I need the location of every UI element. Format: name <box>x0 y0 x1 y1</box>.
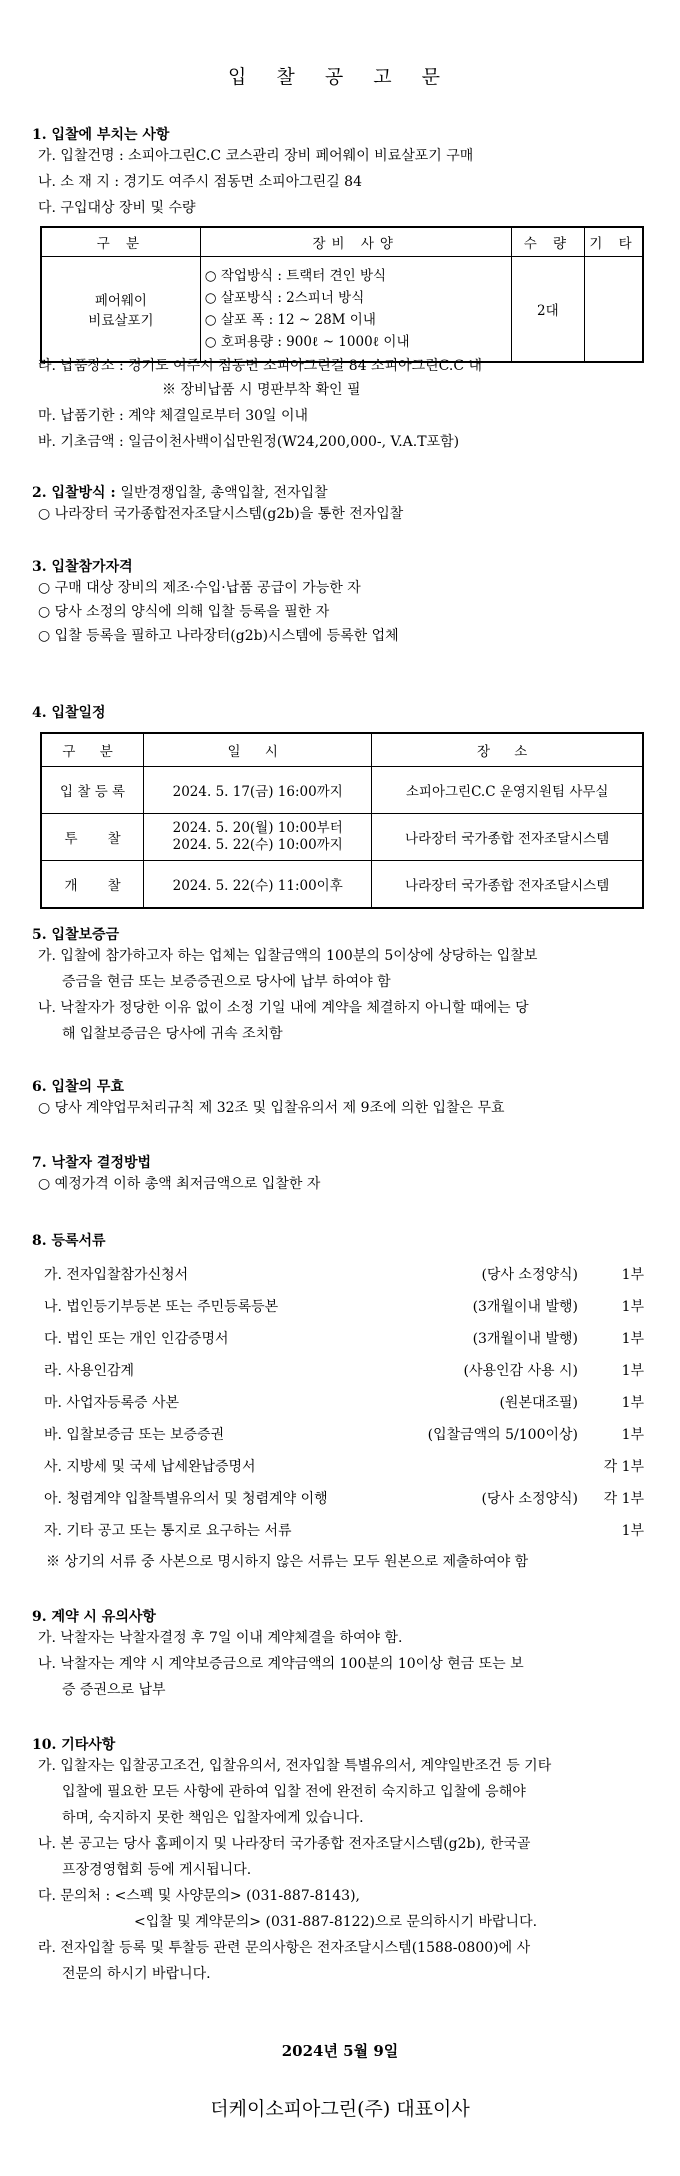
section-9-heading: 9. 계약 시 유의사항 <box>32 1609 156 1625</box>
doc-row: 아. 청렴계약 입찰특별유의서 및 청렴계약 이행 (당사 소정양식) 각 1부 <box>44 1491 644 1507</box>
schedule-table <box>40 732 644 909</box>
s10-item-a-cont: 하며, 숙지하지 못한 책임은 입찰자에게 있습니다. <box>62 1810 364 1826</box>
doc-row: 라. 사용인감계 (사용인감 사용 시) 1부 <box>44 1363 644 1379</box>
circle-bullet-icon: ○ <box>204 312 217 328</box>
schedule-kind: 입 찰 등 록 <box>41 767 144 814</box>
item-name-line2: 비료살포기 <box>88 313 154 329</box>
s5-item-b: 나. 낙찰자가 정당한 이유 없이 소정 기일 내에 계약을 체결하지 아니할 때에는 당 <box>38 1000 529 1016</box>
s7-item-a: ○ 예정가격 이하 총액 최저금액으로 입찰한 자 <box>38 1176 321 1192</box>
s10-item-d-cont: 전문의 하시기 바랍니다. <box>62 1966 211 1982</box>
th-spec: 장비 사양 <box>200 227 511 257</box>
doc-row: 자. 기타 공고 또는 통지로 요구하는 서류 1부 <box>44 1523 644 1539</box>
th-schedule-datetime: 일 시 <box>144 733 372 767</box>
s1-item-a: 가. 입찰건명 : 소피아그린C.C 코스관리 장비 페어웨이 비료살포기 구매 <box>38 148 474 164</box>
circle-bullet-icon: ○ <box>204 290 217 306</box>
schedule-time: 2024. 5. 20(월) 10:00부터 2024. 5. 22(수) 10:00까지 <box>144 814 372 861</box>
signer: 더케이소피아그린(주) 대표이사 <box>210 2098 470 2120</box>
doc-row: 다. 법인 또는 개인 인감증명서 (3개월이내 발행) 1부 <box>44 1331 644 1347</box>
th-category: 구 분 <box>41 227 200 257</box>
s10-item-b-cont: 프장경영협회 등에 게시됩니다. <box>62 1862 252 1878</box>
s10-item-c-cont: <입찰 및 계약문의> (031-887-8122)으로 문의하시기 바랍니다. <box>134 1914 538 1930</box>
schedule-time: 2024. 5. 17(금) 16:00까지 <box>144 767 372 814</box>
section-2-heading: 2. 입찰방식 : 일반경쟁입찰, 총액입찰, 전자입찰 <box>32 485 328 501</box>
s3-item: ○ 입찰 등록을 필하고 나라장터(g2b)시스템에 등록한 업체 <box>38 628 399 644</box>
spec-row: ○ 살포방식 : 2스피너 방식 <box>204 290 365 306</box>
item-name-line1: 페어웨이 <box>94 293 147 309</box>
spec-cell <box>200 257 511 363</box>
item-name-cell <box>41 257 200 363</box>
etc-cell <box>585 257 643 363</box>
schedule-place: 나라장터 국가종합 전자조달시스템 <box>372 861 643 909</box>
schedule-place: 나라장터 국가종합 전자조달시스템 <box>372 814 643 861</box>
th-schedule-category: 구 분 <box>41 733 144 767</box>
circle-bullet-icon: ○ <box>204 334 217 350</box>
doc-row: 가. 전자입찰참가신청서 (당사 소정양식) 1부 <box>44 1267 644 1283</box>
schedule-kind: 개 찰 <box>41 861 144 909</box>
s5-item-b-cont: 해 입찰보증금은 당사에 귀속 조치함 <box>62 1026 283 1042</box>
s9-item-b: 나. 낙찰자는 계약 시 계약보증금으로 계약금액의 100분의 10이상 현금 또는 보 <box>38 1656 524 1672</box>
th-qty: 수 량 <box>511 227 584 257</box>
spec-row: ○ 호퍼용량 : 900ℓ ~ 1000ℓ 이내 <box>204 334 410 350</box>
s1-item-c: 다. 구입대상 장비 및 수량 <box>38 200 196 216</box>
s1-item-e: 마. 납품기한 : 계약 체결일로부터 30일 이내 <box>38 408 309 424</box>
section-10-heading: 10. 기타사항 <box>32 1737 116 1753</box>
s1-item-f: 바. 기초금액 : 일금이천사백이십만원정(W24,200,000-, V.A.T포함) <box>38 434 460 450</box>
s3-item: ○ 구매 대상 장비의 제조·수입·납품 공급이 가능한 자 <box>38 580 361 596</box>
section-4-heading: 4. 입찰일정 <box>32 705 106 721</box>
s10-item-c: 다. 문의처 : <스펙 및 사양문의> (031-887-8143), <box>38 1888 360 1904</box>
s1-item-d-note: ※ 장비납품 시 명판부착 확인 필 <box>162 382 361 398</box>
spec-row: ○ 작업방식 : 트랙터 견인 방식 <box>204 268 387 284</box>
qty-cell: 2대 <box>511 257 584 363</box>
s10-item-b: 나. 본 공고는 당사 홈페이지 및 나라장터 국가종합 전자조달시스템(g2b), 한국골 <box>38 1836 531 1852</box>
s6-item-a: ○ 당사 계약업무처리규칙 제 32조 및 입찰유의서 제 9조에 의한 입찰은 무효 <box>38 1100 505 1116</box>
s2-item-a: ○ 나라장터 국가종합전자조달시스템(g2b)을 통한 전자입찰 <box>38 506 404 522</box>
equipment-table <box>40 226 644 363</box>
s5-item-a-cont: 증금을 현금 또는 보증증권으로 당사에 납부 하여야 함 <box>62 974 391 990</box>
doc-row: 나. 법인등기부등본 또는 주민등록등본 (3개월이내 발행) 1부 <box>44 1299 644 1315</box>
s9-item-a: 가. 낙찰자는 낙찰자결정 후 7일 이내 계약체결을 하여야 함. <box>38 1630 403 1646</box>
section-5-heading: 5. 입찰보증금 <box>32 927 120 943</box>
circle-bullet-icon: ○ <box>204 268 217 284</box>
section-3-heading: 3. 입찰참가자격 <box>32 559 133 575</box>
section-1-heading: 1. 입찰에 부치는 사항 <box>32 127 170 143</box>
th-schedule-place: 장 소 <box>372 733 643 767</box>
spec-row: ○ 살포 폭 : 12 ~ 28M 이내 <box>204 312 376 328</box>
schedule-kind: 투 찰 <box>41 814 144 861</box>
doc-row: 사. 지방세 및 국세 납세완납증명서 각 1부 <box>44 1459 644 1475</box>
s10-item-a-cont: 입찰에 필요한 모든 사항에 관하여 입찰 전에 완전히 숙지하고 입찰에 응해야 <box>62 1784 526 1800</box>
th-etc: 기 타 <box>585 227 643 257</box>
doc-row: 바. 입찰보증금 또는 보증증권 (입찰금액의 5/100이상) 1부 <box>44 1427 644 1443</box>
s5-item-a: 가. 입찰에 참가하고자 하는 업체는 입찰금액의 100분의 5이상에 상당하는 입찰보 <box>38 948 538 964</box>
schedule-row <box>41 814 643 861</box>
s10-item-a: 가. 입찰자는 입찰공고조건, 입찰유의서, 전자입찰 특별유의서, 계약일반조건 등 기타 <box>38 1758 552 1774</box>
announcement-date: 2024년 5월 9일 <box>281 2042 399 2060</box>
schedule-row <box>41 861 643 909</box>
s8-note: ※ 상기의 서류 중 사본으로 명시하지 않은 서류는 모두 원본으로 제출하여야 함 <box>46 1554 529 1570</box>
schedule-place: 소피아그린C.C 운영지원팀 사무실 <box>372 767 643 814</box>
section-6-heading: 6. 입찰의 무효 <box>32 1079 124 1095</box>
s1-item-d: 라. 납품장소 : 경기도 여주시 점동면 소피아그린길 84 소피아그린C.C 내 <box>38 358 483 374</box>
s10-item-d: 라. 전자입찰 등록 및 투찰등 관련 문의사항은 전자조달시스템(1588-0800)에 사 <box>38 1940 531 1956</box>
s9-item-b-cont: 증 증권으로 납부 <box>62 1682 166 1698</box>
section-8-heading: 8. 등록서류 <box>32 1233 106 1249</box>
s3-item: ○ 당사 소정의 양식에 의해 입찰 등록을 필한 자 <box>38 604 330 620</box>
section-7-heading: 7. 낙찰자 결정방법 <box>32 1155 152 1171</box>
schedule-time: 2024. 5. 22(수) 11:00이후 <box>144 861 372 909</box>
schedule-row <box>41 767 643 814</box>
s1-item-b: 나. 소 재 지 : 경기도 여주시 점동면 소피아그린길 84 <box>38 174 362 190</box>
page-title: 입 찰 공 고 문 <box>228 66 452 88</box>
doc-row: 마. 사업자등록증 사본 (원본대조필) 1부 <box>44 1395 644 1411</box>
